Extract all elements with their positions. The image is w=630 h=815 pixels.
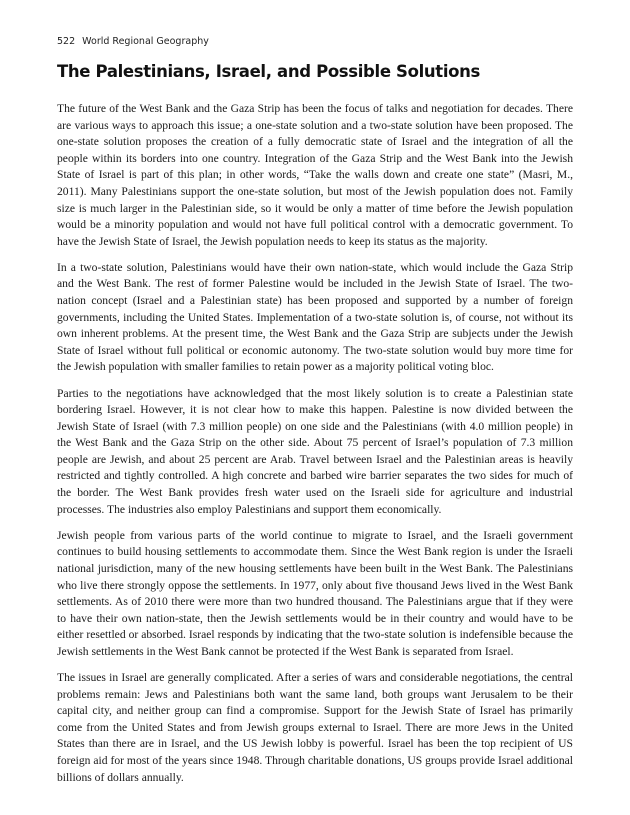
paragraph-4: Jewish people from various parts of the world continue to migrate to Israel, and the Israeli government continues to build housing settlements to accommodate them. Since the West Bank region is under the Israeli national jurisdiction, many of the new housing settlements have been built in the West Bank. The Palestinians who live there strongly oppose the settlements. In 1977, only about five thousand Jews lived in the West Bank settlements. As of 2010 there were more than two hundred thousand. The Palestinians argue that if they were to have their own nation-state, then the Jewish settlements would be in their country and would have to be either resettled or absorbed. Israel responds by indicating that the two-state solution is indefensible because the Jewish settlements in the West Bank cannot be protected if the West Bank is separated from Israel. xyxy=(57,528,573,658)
body-text xyxy=(57,101,573,786)
page-number: 522 xyxy=(57,36,76,47)
paragraph-2: In a two-state solution, Palestinians would have their own nation-state, which would include the Gaza Strip and the West Bank. The rest of former Palestine would be included in the Jewish State of Israel. The two-nation concept (Israel and a Palestinian state) has been proposed and supported by a number of foreign governments, including the United States. Implementation of a two-state solution is, of course, not without its own inherent problems. At the present time, the West Bank and the Gaza Strip are subjects under the Jewish State of Israel without full political or economic autonomy. The two-state solution would buy more time for the Jewish population with smaller families to retain power as a majority political voting bloc. xyxy=(57,260,573,374)
paragraph-5: The issues in Israel are generally complicated. After a series of wars and considerable negotiations, the central problems remain: Jews and Palestinians both want the same land, both groups want Jerusalem to be their capital city, and neither group can find a compromise. Support for the Jewish State of Israel has primarily come from the United States and from Jewish groups external to Israel. There are more Jews in the United States than there are in Israel, and the US Jewish lobby is powerful. Israel has been the top recipient of US foreign aid for most of the years since 1948. Through charitable donations, US groups provide Israel additional billions of dollars annually. xyxy=(57,671,573,784)
paragraph-1: The future of the West Bank and the Gaza Strip has been the focus of talks and negotiation for decades. There are various ways to approach this issue; a one-state solution and a two-state solution have been proposed. The one-state solution proposes the creation of a fully democratic state of Israel and the integration of all the people within its borders into one country. Integration of the Gaza Strip and the West Bank into the Jewish State of Israel is part of this plan; in other words, “Take the walls down and create one state” (Masri, M., 2011). Many Palestinians support the one-state solution, but most of the Jewish population does not. Family size is much larger in the Palestinian side, so it would be only a matter of time before the Jewish population would be a minority population and would not have full political control with a democratic government. To have the Jewish State of Israel, the Jewish population needs to keep its status as the majority. xyxy=(57,102,573,248)
document-page xyxy=(57,36,573,796)
running-header xyxy=(57,36,573,48)
book-title: World Regional Geography xyxy=(82,36,209,47)
paragraph-3: Parties to the negotiations have acknowledged that the most likely solution is to create a Palestinian state bordering Israel. However, it is not clear how to make this happen. Palestine is now divided between the Jewish State of Israel (with 7.3 million people) on one side and the Palestinians (with 4.0 million people) in the West Bank and the Gaza Strip on the other side. About 75 percent of Israel’s population of 7.3 million people are Jewish, and about 25 percent are Arab. Travel between Israel and the Palestinian areas is heavily restricted and tightly controlled. A high concrete and barbed wire barrier separates the two sides for much of the border. The West Bank provides fresh water used on the Israeli side for agriculture and industrial processes. The industries also employ Palestinians and support them economically. xyxy=(57,386,573,516)
section-title: The Palestinians, Israel, and Possible Solutions xyxy=(57,62,480,81)
